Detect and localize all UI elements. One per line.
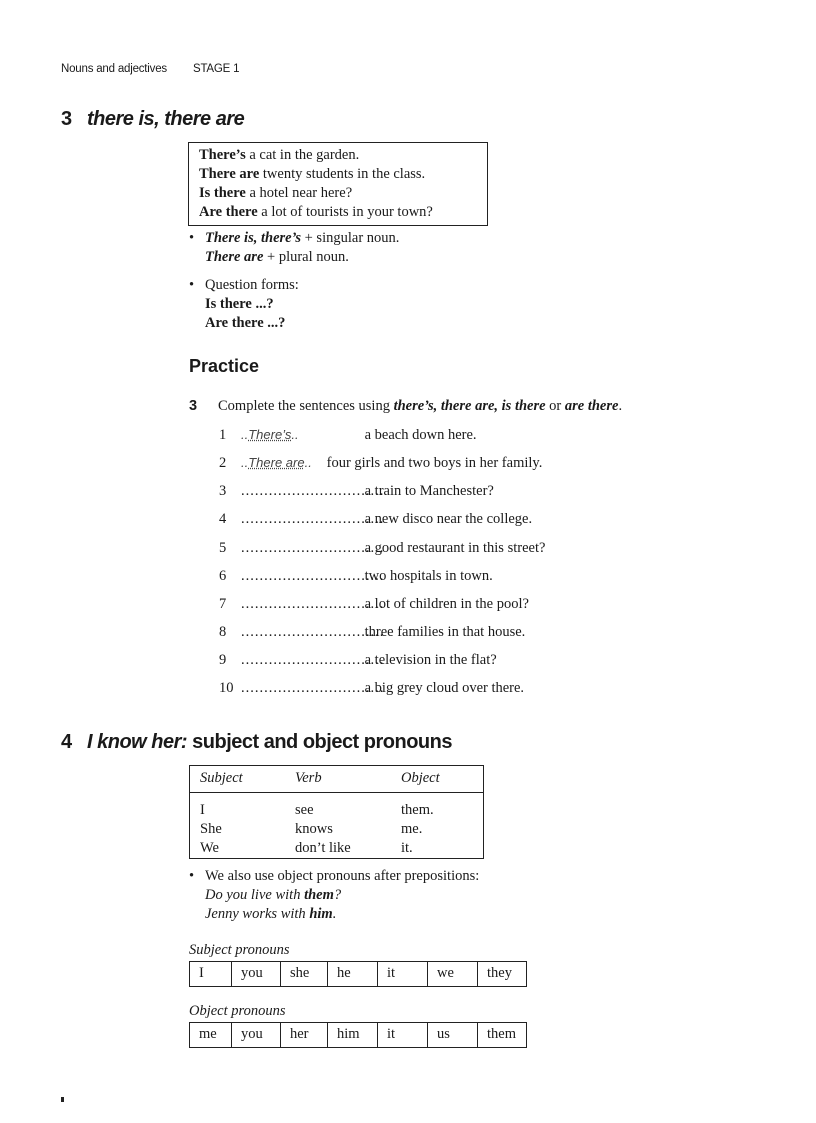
pronoun-cell: you bbox=[232, 1023, 281, 1048]
example-line: Are there a lot of tourists in your town? bbox=[199, 204, 433, 220]
object-pronouns-label: Object pronouns bbox=[189, 1003, 286, 1019]
svo-row: She knows me. bbox=[200, 821, 423, 837]
exercise-instruction: 3 Complete the sentences using there’s, there are, is there or are there. bbox=[189, 398, 623, 414]
example-line: Is there a hotel near here? bbox=[199, 185, 353, 201]
blank-line[interactable]: ............................... bbox=[241, 680, 385, 696]
pronoun-cell: you bbox=[232, 962, 281, 987]
subject-pronouns-label: Subject pronouns bbox=[189, 942, 290, 958]
answer-text: There are bbox=[248, 455, 305, 470]
section-4-title-rest: subject and object pronouns bbox=[187, 731, 452, 753]
pronoun-cell: it bbox=[378, 962, 428, 987]
section-3-heading bbox=[61, 108, 244, 131]
section-4-number: 4 bbox=[61, 731, 72, 753]
pronoun-cell: us bbox=[428, 1023, 478, 1048]
example-line: There are twenty students in the class. bbox=[199, 166, 426, 182]
subject-pronouns-table bbox=[189, 961, 527, 987]
blank-line[interactable]: ............................... bbox=[241, 540, 385, 556]
section-4-title-italic: I know her: bbox=[87, 731, 188, 753]
exercise-item: 5 ............................... a good restaurant in this street? bbox=[219, 540, 546, 556]
page-mark bbox=[61, 1097, 64, 1102]
running-header bbox=[61, 63, 265, 75]
pronoun-cell: they bbox=[478, 962, 527, 987]
object-pronouns-table bbox=[189, 1022, 527, 1048]
rule-bullet-2: • Question forms: Is there ...? Are there ...? bbox=[189, 277, 299, 331]
exercise-item: 3 ............................... a train to Manchester? bbox=[219, 483, 494, 499]
exercise-item: 4 ............................... a new disco near the college. bbox=[219, 511, 533, 527]
svo-header: Subject Verb Object bbox=[190, 766, 483, 793]
svo-row: We don’t like it. bbox=[200, 840, 413, 856]
blank-line[interactable]: ............................... bbox=[241, 511, 385, 527]
answer-text: There’s bbox=[248, 427, 292, 442]
exercise-item: 6 ............................... two hospitals in town. bbox=[219, 568, 493, 584]
pronoun-cell: I bbox=[190, 962, 232, 987]
pronoun-cell: he bbox=[328, 962, 378, 987]
prepositions-note: • We also use object pronouns after prepositions: Do you live with them? Jenny works with him. bbox=[189, 868, 480, 922]
exercise-item: 2 ..There are.. four girls and two boys in her family. bbox=[219, 455, 543, 471]
pronoun-cell: me bbox=[190, 1023, 232, 1048]
example-line: There’s a cat in the garden. bbox=[199, 147, 360, 163]
examples-box bbox=[188, 142, 488, 226]
pronoun-cell: we bbox=[428, 962, 478, 987]
blank-line[interactable]: ............................... bbox=[241, 652, 385, 668]
blank-line[interactable]: ............................... bbox=[241, 483, 385, 499]
blank-line[interactable]: ............................... bbox=[241, 568, 385, 584]
blank-line[interactable]: ............................... bbox=[241, 596, 385, 612]
exercise-item: 8 ............................... three families in that house. bbox=[219, 624, 526, 640]
section-4-heading bbox=[61, 731, 452, 754]
exercise-item: 1 ..There’s.. a beach down here. bbox=[219, 427, 477, 443]
pronoun-cell: she bbox=[281, 962, 328, 987]
exercise-item: 9 ............................... a television in the flat? bbox=[219, 652, 497, 668]
stage-label: STAGE 1 bbox=[192, 63, 240, 75]
pronoun-cell: it bbox=[378, 1023, 428, 1048]
pronoun-cell: them bbox=[478, 1023, 527, 1048]
practice-heading: Practice bbox=[189, 356, 260, 376]
section-3-title: there is, there are bbox=[87, 108, 245, 130]
rule-bullet-1: • There is, there’s + singular noun. There are + plural noun. bbox=[189, 230, 400, 265]
blank-line[interactable]: ............................... bbox=[241, 624, 385, 640]
section-3-number: 3 bbox=[61, 108, 72, 130]
svo-table bbox=[189, 765, 484, 859]
pronoun-cell: her bbox=[281, 1023, 328, 1048]
exercise-item: 10 ............................... a big grey cloud over there. bbox=[219, 680, 525, 696]
svo-row: I see them. bbox=[200, 802, 434, 818]
exercise-item: 7 ............................... a lot of children in the pool? bbox=[219, 596, 529, 612]
chapter-title: Nouns and adjectives bbox=[61, 63, 167, 75]
pronoun-cell: him bbox=[328, 1023, 378, 1048]
